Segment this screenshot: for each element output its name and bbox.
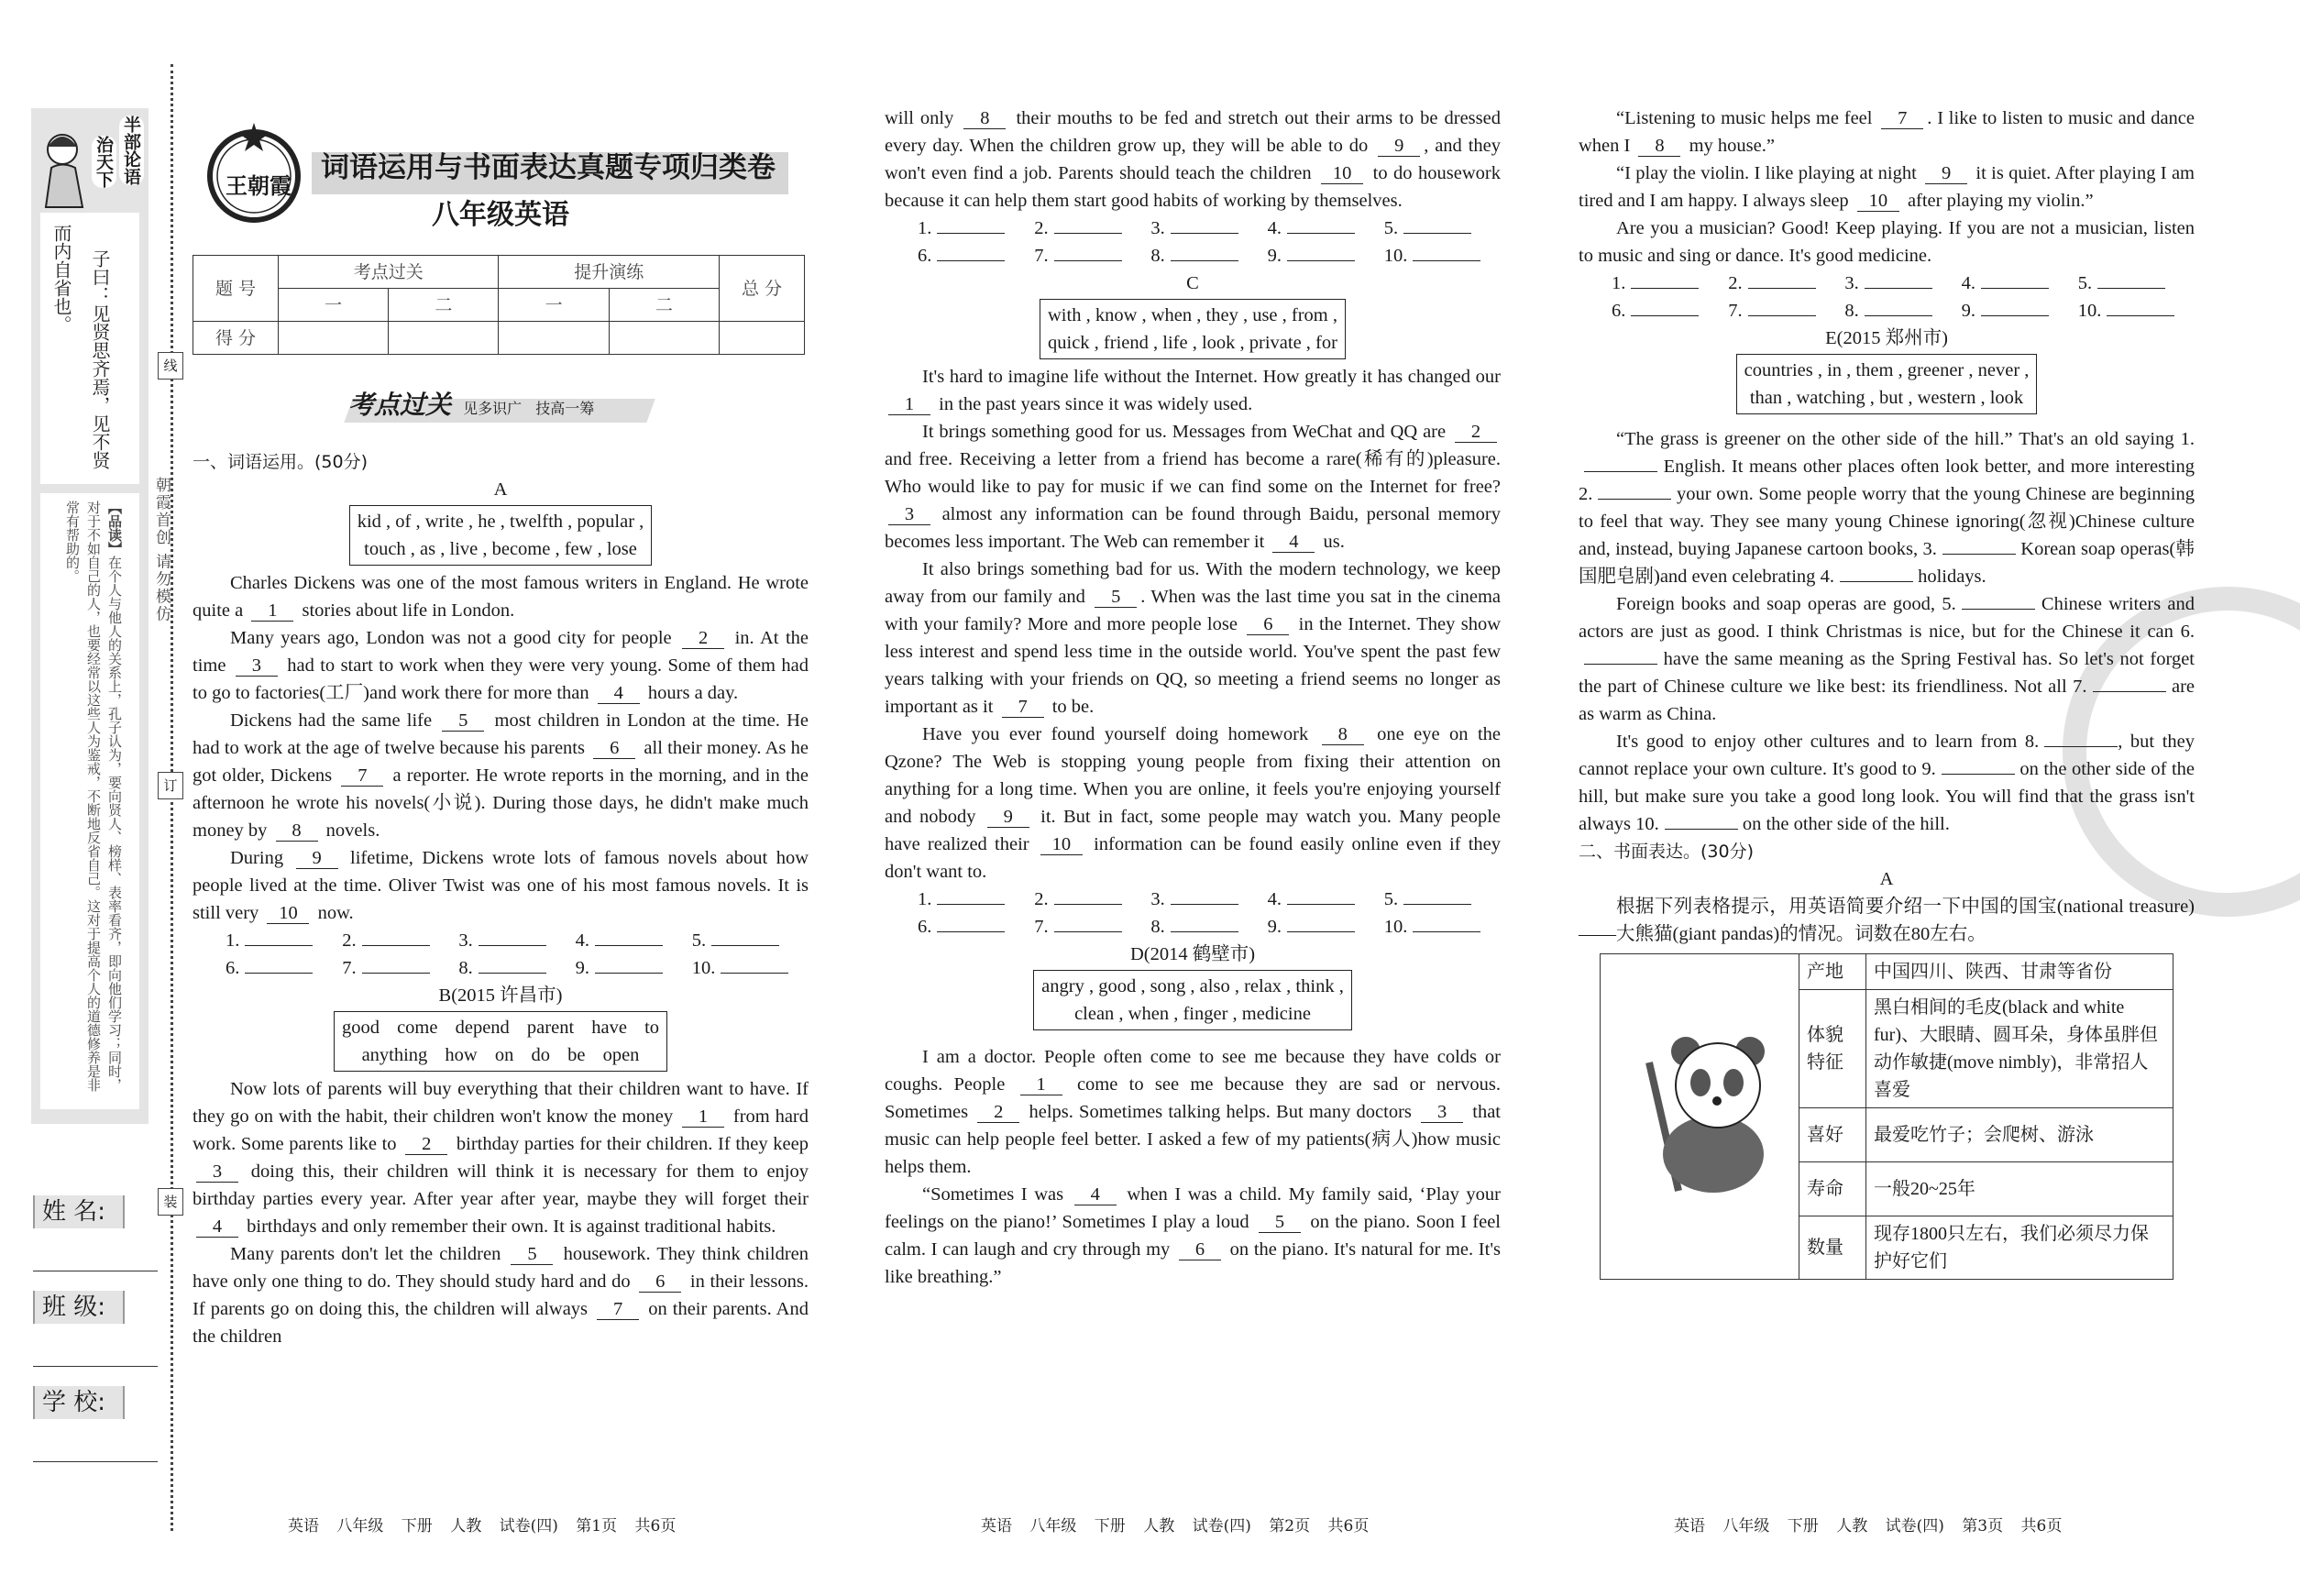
- word-bank-line: countries , in , them , greener , never ,: [1744, 360, 2030, 380]
- blank-8[interactable]: [2044, 746, 2118, 747]
- row-key: 产地: [1799, 954, 1866, 990]
- score-cell[interactable]: [279, 322, 389, 355]
- blank-1[interactable]: 1: [682, 1106, 724, 1128]
- score-sub: 一: [279, 289, 389, 322]
- answer-number: 10.: [1383, 917, 1408, 937]
- class-label: 班 级:: [33, 1291, 125, 1324]
- quote-box: [40, 213, 139, 484]
- blank-7[interactable]: 7: [597, 1299, 639, 1320]
- score-cell[interactable]: [720, 322, 805, 355]
- passage-paragraph: Are you a musician? Good! Keep playing. If you are not a musician, listen to music and sing or dance. It's good medicine.: [1579, 218, 2195, 266]
- passage-paragraph: During 9 lifetime, Dickens wrote lots of famous novels about how people lived at the time. Oliver Twist was one of his most famous novels. It is still very 10 now.: [193, 848, 809, 923]
- word-bank-line: quick , friend , life , look , private , for: [1048, 333, 1337, 353]
- answer-slot[interactable]: [1034, 886, 1150, 913]
- answer-line[interactable]: [1981, 288, 2049, 289]
- page-3: [1579, 105, 2195, 1280]
- answer-slot[interactable]: [342, 954, 458, 982]
- answer-slot[interactable]: [458, 954, 575, 982]
- answer-number: 5.: [1383, 889, 1399, 909]
- answer-number: 2.: [342, 930, 357, 951]
- score-cell[interactable]: [609, 322, 719, 355]
- blank-5[interactable]: 5: [1259, 1212, 1301, 1233]
- row-value: 现存1800只左右，我们必须尽力保护好它们: [1866, 1216, 2173, 1280]
- blank-9[interactable]: 9: [1378, 136, 1420, 157]
- answer-number: 9.: [575, 958, 589, 978]
- blank-5[interactable]: 5: [442, 710, 484, 732]
- passage-e: [1579, 425, 2195, 838]
- cut-mark: 线: [158, 352, 183, 380]
- answer-line[interactable]: [937, 931, 1005, 932]
- answer-number: 3.: [1844, 273, 1859, 293]
- answer-slot[interactable]: [1962, 270, 2078, 297]
- page-2: [885, 105, 1501, 1291]
- blank-6[interactable]: 6: [639, 1271, 681, 1293]
- pindu-label: 【品读】: [106, 501, 123, 556]
- answer-number: 6.: [918, 917, 932, 937]
- answer-line[interactable]: [937, 260, 1005, 261]
- answer-line[interactable]: [1403, 233, 1471, 234]
- score-sub: 二: [389, 289, 499, 322]
- score-sub: 一: [499, 289, 609, 322]
- row-value: 黑白相间的毛皮(black and white fur)、大眼睛、圆耳朵，身体虽胖但动作敏捷(move nimbly)，非常招人喜爱: [1866, 990, 2173, 1108]
- blank-9[interactable]: 9: [987, 807, 1029, 828]
- motto-line-1: 半部论语: [119, 116, 144, 185]
- blank-2[interactable]: 2: [405, 1134, 447, 1155]
- page-footer: 英语 八年级 下册 人教 试卷(四) 第1页 共6页: [288, 1517, 677, 1535]
- answer-line[interactable]: [1748, 315, 1816, 316]
- blank-3[interactable]: 3: [196, 1161, 238, 1183]
- answer-slot[interactable]: [1728, 297, 1844, 325]
- word-bank-line: clean , when , finger , medicine: [1074, 1004, 1311, 1024]
- answer-line[interactable]: [1054, 233, 1122, 234]
- answer-number: 1.: [918, 218, 932, 238]
- passage-paragraph: “Listening to music helps me feel 7 . I like to listen to music and dance when I 8 my house.”: [1579, 108, 2195, 156]
- answer-line[interactable]: [479, 973, 546, 974]
- answer-line[interactable]: [362, 945, 430, 946]
- row-key: 体貌特征: [1799, 990, 1866, 1108]
- name-label: 姓 名:: [33, 1195, 125, 1228]
- passage-c: [885, 363, 1501, 886]
- part-label: A: [493, 479, 508, 500]
- answer-slot[interactable]: [1384, 242, 1501, 270]
- blank-9[interactable]: 9: [1925, 163, 1967, 184]
- passage-paragraph: will only 8 their mouths to be fed and stretch out their arms to be dressed every day. When the children grow up, they will be able to do 9 , and they won't even find a job. Parents should teach the children 10 to do housework because it can help them start good habits of working by themselves.: [885, 108, 1501, 211]
- blank-8[interactable]: 8: [1322, 724, 1364, 745]
- passage-d-continued: [1579, 105, 2195, 270]
- blank-9[interactable]: [1942, 774, 2015, 775]
- panda-image-cell: [1601, 954, 1799, 1280]
- answer-line[interactable]: [1287, 931, 1355, 932]
- pindu-box: [40, 493, 139, 1109]
- section-heading: 一、词语运用。(50分): [193, 452, 369, 472]
- answer-slot[interactable]: [918, 242, 1034, 270]
- part-label: B(2015 许昌市): [438, 985, 563, 1006]
- blank-7[interactable]: [2093, 691, 2166, 692]
- answer-line[interactable]: [1981, 315, 2049, 316]
- word-bank: [1033, 970, 1352, 1030]
- word-bank-line: kid , of , write , he , twelfth , popular ,: [357, 512, 644, 532]
- answer-line[interactable]: [1413, 260, 1480, 261]
- answer-slot[interactable]: [1844, 297, 1961, 325]
- row-value: 一般20~25年: [1866, 1162, 2173, 1216]
- answer-line[interactable]: [595, 945, 663, 946]
- answer-number: 8.: [1844, 301, 1859, 321]
- school-label: 学 校:: [33, 1386, 125, 1419]
- blank-6[interactable]: 6: [1247, 614, 1289, 635]
- score-header-label: 题 号: [193, 256, 279, 322]
- answer-line[interactable]: [1631, 288, 1699, 289]
- answer-slot[interactable]: [1034, 242, 1150, 270]
- passage-paragraph: Foreign books and soap operas are good, 5. Chinese writers and actors are just as good. I think Christmas is nice, but for the Chinese it can 6. have the same meaning as the Spring Festival has. So let's not forget the part of Chinese culture we like best: its friendliness. Not all 7. are as warm as China.: [1579, 594, 2195, 724]
- passage-paragraph: It's hard to imagine life without the Internet. How greatly it has changed our 1 in the past years since it was widely used.: [885, 363, 1501, 418]
- answer-slot[interactable]: [1150, 886, 1267, 913]
- answer-slot[interactable]: [1034, 913, 1150, 941]
- answer-number: 8.: [1150, 917, 1165, 937]
- blank-8[interactable]: 8: [1638, 136, 1680, 157]
- answer-line[interactable]: [1631, 315, 1699, 316]
- answer-slot[interactable]: [918, 886, 1034, 913]
- score-cell[interactable]: [389, 322, 499, 355]
- answer-number: 1.: [918, 889, 932, 909]
- answer-line[interactable]: [245, 945, 313, 946]
- answer-slot[interactable]: [1384, 886, 1501, 913]
- row-value: 最爱吃竹子；会爬树、游泳: [1866, 1108, 2173, 1162]
- passage-paragraph: It also brings something bad for us. With the modern technology, we keep away from our family and 5 . When was the last time you sat in the cinema with your family? More and more people lose 6 in the Internet. They show less interest and spend less time in the outside world. You've spent the past few years talking with your friends on QQ, so meeting a friend seems no longer as important as it 7 to be.: [885, 559, 1501, 717]
- answer-lines[interactable]: [885, 886, 1501, 941]
- writing-instruction: 根据下列表格提示，用英语简要介绍一下中国的国宝(national treasure)——大熊猫(giant pandas)的情况。词数在80左右。: [1579, 897, 2195, 944]
- section-heading: 二、书面表达。(30分): [1579, 842, 1755, 862]
- passage-paragraph: Many years ago, London was not a good city for people 2 in. At the time 3 had to start to work when they were very young. Some of them had to go to factories(工厂)and work there for more than 4 hours a day.: [193, 628, 809, 703]
- logo-text: 王朝霞: [226, 172, 292, 199]
- answer-slot[interactable]: [1034, 215, 1150, 242]
- blank-10[interactable]: 10: [1040, 834, 1083, 855]
- passage-paragraph: “Sometimes I was 4 when I was a child. My family said, ‘Play your feelings on the piano!’ Sometimes I play a loud 5 on the piano. Soon I feel calm. I can laugh and cry through my 6 on the piano. It's natural for me. It's like breathing.”: [885, 1184, 1502, 1287]
- answer-number: 6.: [1612, 301, 1626, 321]
- answer-number: 7.: [1034, 246, 1049, 266]
- cut-mark: 订: [158, 772, 183, 799]
- answer-line[interactable]: [2107, 315, 2174, 316]
- answer-line[interactable]: [1403, 904, 1471, 905]
- row-value: 中国四川、陕西、甘肃等省份: [1866, 954, 2173, 990]
- row-key: 喜好: [1799, 1108, 1866, 1162]
- passage-b-continued: [885, 105, 1501, 215]
- banner-title: 考点过关: [348, 390, 452, 420]
- answer-number: 7.: [1034, 917, 1049, 937]
- answer-slot[interactable]: [226, 954, 342, 982]
- answer-number: 3.: [1150, 218, 1165, 238]
- answer-slot[interactable]: [1612, 270, 1728, 297]
- blank-4[interactable]: [1840, 581, 1913, 582]
- blank-2[interactable]: [1598, 499, 1671, 500]
- passage-paragraph: It brings something good for us. Messages from WeChat and QQ are 2 and free. Receiving a letter from a friend has become a rare(稀有的)pleasure. Who would like to pay for music if we can find some on the Internet for free? 3 almost any information can be found through Baidu, personal memory becomes less important. The Web can remember it 4 us.: [885, 422, 1501, 552]
- answer-slot[interactable]: [2078, 297, 2195, 325]
- blank-3[interactable]: 3: [1421, 1102, 1463, 1123]
- answer-number: 7.: [342, 958, 357, 978]
- score-group-2: 提升演练: [499, 256, 720, 289]
- answer-slot[interactable]: [1384, 913, 1501, 941]
- word-bank-line: with , know , when , they , use , from ,: [1048, 305, 1337, 325]
- word-bank: [349, 505, 653, 566]
- blank-7[interactable]: 7: [341, 765, 383, 787]
- answer-number: 1.: [226, 930, 240, 951]
- confucius-illustration-icon: [35, 127, 92, 209]
- blank-5[interactable]: 5: [511, 1244, 553, 1265]
- blank-10[interactable]: 10: [1321, 163, 1363, 184]
- answer-number: 5.: [691, 930, 707, 951]
- answer-line[interactable]: [1287, 260, 1355, 261]
- blank-10[interactable]: [1665, 829, 1738, 830]
- answer-number: 10.: [691, 958, 716, 978]
- part-label: E(2015 郑州市): [1825, 328, 1948, 348]
- part-label: D(2014 鹤壁市): [1129, 944, 1256, 964]
- answer-number: 4.: [1267, 218, 1282, 238]
- score-row-label: 得 分: [193, 322, 279, 355]
- blank-2[interactable]: 2: [1455, 422, 1497, 443]
- passage-b: [193, 1075, 809, 1350]
- passage-paragraph: Charles Dickens was one of the most famous writers in England. He wrote quite a 1 stories about life in London.: [193, 573, 809, 621]
- answer-line[interactable]: [1054, 904, 1122, 905]
- answer-number: 5.: [1383, 218, 1399, 238]
- blank-1[interactable]: [1584, 471, 1657, 472]
- answer-number: 9.: [1267, 917, 1282, 937]
- word-bank: [1736, 354, 2038, 414]
- cut-mark: 装: [158, 1188, 183, 1216]
- score-table: [193, 255, 805, 355]
- answer-line[interactable]: [1171, 931, 1238, 932]
- answer-number: 7.: [1728, 301, 1743, 321]
- sidebar-panel: [31, 108, 149, 1124]
- blank-8[interactable]: 8: [276, 820, 318, 842]
- answer-line[interactable]: [1287, 904, 1355, 905]
- answer-line[interactable]: [1171, 233, 1238, 234]
- blank-1[interactable]: 1: [251, 600, 293, 622]
- score-cell[interactable]: [499, 322, 609, 355]
- answer-slot[interactable]: [226, 927, 342, 954]
- word-bank-line: angry , good , song , also , relax , think ,: [1041, 976, 1344, 996]
- answer-slot[interactable]: [1268, 913, 1384, 941]
- quote-line-2: 而内自省也。: [50, 224, 72, 334]
- class-input-line[interactable]: [33, 1366, 158, 1367]
- blank-10[interactable]: 10: [1857, 191, 1899, 212]
- answer-line[interactable]: [721, 973, 788, 974]
- blank-10[interactable]: 10: [267, 903, 309, 924]
- passage-paragraph: Have you ever found yourself doing homework 8 one eye on the Qzone? The Web is stopping young people from fixing their attention on anything for a long time. When you are online, it feels you're enjoying yourself and nobody 9 it. But in fact, some people may watch you. Many people have realized their 10 information can be found easily online even if they don't want to.: [885, 724, 1502, 882]
- score-sub: 二: [609, 289, 719, 322]
- answer-slot[interactable]: [1150, 242, 1267, 270]
- answer-number: 6.: [226, 958, 240, 978]
- blank-6[interactable]: [1584, 664, 1657, 665]
- blank-9[interactable]: 9: [296, 848, 338, 869]
- answer-number: 4.: [575, 930, 589, 951]
- answer-slot[interactable]: [1150, 215, 1267, 242]
- answer-slot[interactable]: [1612, 297, 1728, 325]
- blank-3[interactable]: [1942, 554, 2016, 555]
- passage-d: [885, 1043, 1501, 1291]
- panda-info-table: [1600, 953, 2173, 1280]
- answer-line[interactable]: [2097, 288, 2165, 289]
- answer-slot[interactable]: [2078, 270, 2195, 297]
- page-1: [193, 119, 809, 1350]
- word-bank-line: anything how on do be open: [361, 1045, 640, 1065]
- blank-7[interactable]: 7: [1002, 697, 1044, 718]
- passage-paragraph: “I play the violin. I like playing at night 9 it is quiet. After playing I am tired and I am happy. I always sleep 10 after playing my violin.”: [1579, 163, 2195, 211]
- panda-illustration-icon: [1622, 1026, 1777, 1200]
- answer-slot[interactable]: [1962, 297, 2078, 325]
- answer-number: 9.: [1267, 246, 1282, 266]
- answer-number: 2.: [1034, 889, 1049, 909]
- answer-slot[interactable]: [918, 913, 1034, 941]
- section-banner: [348, 391, 809, 428]
- answer-slot[interactable]: [692, 927, 809, 954]
- answer-slot[interactable]: [1728, 270, 1844, 297]
- answer-number: 4.: [1267, 889, 1282, 909]
- answer-lines[interactable]: [1579, 270, 2195, 325]
- answer-line[interactable]: [1748, 288, 1816, 289]
- blank-4[interactable]: 4: [1272, 532, 1315, 553]
- blank-6[interactable]: 6: [1179, 1239, 1221, 1260]
- blank-7[interactable]: 7: [1881, 108, 1923, 129]
- score-total-label: 总 分: [720, 256, 805, 322]
- answer-slot[interactable]: [918, 215, 1034, 242]
- answer-slot[interactable]: [576, 954, 692, 982]
- answer-slot[interactable]: [1844, 270, 1961, 297]
- blank-4[interactable]: 4: [598, 683, 640, 704]
- word-bank: [1040, 299, 1346, 359]
- blank-8[interactable]: 8: [963, 108, 1006, 129]
- score-group-1: 考点过关: [279, 256, 499, 289]
- answer-slot[interactable]: [692, 954, 809, 982]
- part-label: C: [1186, 273, 1199, 293]
- school-input-line[interactable]: [33, 1461, 158, 1462]
- motto-line-2: 治天下: [92, 136, 116, 188]
- blank-4[interactable]: 4: [196, 1216, 238, 1238]
- answer-lines[interactable]: [885, 215, 1501, 270]
- document-title: 词语运用与书面表达真题专项归类卷: [321, 151, 776, 184]
- blank-3[interactable]: 3: [236, 655, 278, 677]
- passage-paragraph: Now lots of parents will buy everything that their children want to have. If they go on with the habit, their children won't know the money 1 from hard work. Some parents like to 2 birthday parties for their children. If they keep 3 doing this, their children will think it is necessary for them to enjoy birthday parties every year. After year after year, maybe they will forget their 4 birthdays and only remember their own. It is against traditional habits.: [193, 1079, 809, 1237]
- answer-number: 9.: [1961, 301, 1975, 321]
- answer-number: 8.: [458, 958, 473, 978]
- answer-line[interactable]: [937, 904, 1005, 905]
- passage-paragraph: I am a doctor. People often come to see me because they have colds or coughs. People 1 come to see me because they are sad or nervous. Sometimes 2 helps. Sometimes talking helps. But many doctors 3 that music can help people feel better. I asked a few of my patients(病人)how music helps them.: [885, 1047, 1502, 1177]
- answer-line[interactable]: [711, 945, 779, 946]
- answer-slot[interactable]: [1268, 242, 1384, 270]
- answer-line[interactable]: [1865, 315, 1932, 316]
- blank-3[interactable]: 3: [888, 504, 930, 525]
- answer-number: 10.: [2077, 301, 2102, 321]
- answer-number: 1.: [1612, 273, 1626, 293]
- answer-number: 10.: [1383, 246, 1408, 266]
- quote-line-1: 子曰：见贤思齐焉，见不贤: [89, 249, 111, 469]
- answer-number: 3.: [1150, 889, 1165, 909]
- page-footer: 英语 八年级 下册 人教 试卷(四) 第2页 共6页: [981, 1517, 1370, 1535]
- answer-lines[interactable]: [193, 927, 809, 982]
- blank-4[interactable]: 4: [1074, 1184, 1117, 1205]
- answer-number: 6.: [918, 246, 932, 266]
- answer-slot[interactable]: [1384, 215, 1501, 242]
- blank-2[interactable]: 2: [977, 1102, 1019, 1123]
- answer-number: 8.: [1150, 246, 1165, 266]
- word-bank-line: than , watching , but , western , look: [1749, 388, 2024, 408]
- answer-slot[interactable]: [1268, 886, 1384, 913]
- answer-line[interactable]: [937, 233, 1005, 234]
- blank-5[interactable]: [1962, 609, 2035, 610]
- word-bank-line: touch , as , live , become , few , lose: [364, 539, 637, 559]
- answer-number: 2.: [1034, 218, 1049, 238]
- answer-number: 4.: [1961, 273, 1975, 293]
- answer-slot[interactable]: [576, 927, 692, 954]
- answer-line[interactable]: [595, 973, 663, 974]
- answer-number: 2.: [1728, 273, 1743, 293]
- passage-a: [193, 569, 809, 927]
- answer-line[interactable]: [1054, 931, 1122, 932]
- answer-line[interactable]: [1287, 233, 1355, 234]
- passage-paragraph: It's good to enjoy other cultures and to learn from 8. , but they cannot replace your own culture. It's good to 9. on the other side of the hill, but make sure you take a good long look. You will find that the grass isn't always 10. on the other side of the hill.: [1579, 732, 2195, 834]
- passage-paragraph: Dickens had the same life 5 most children in London at the time. He had to work at the age of twelve because his parents 6 all their money. As he got older, Dickens 7 a reporter. He wrote reports in the morning, and in the afternoon he wrote his novels(小说). During those days, he didn't make much money by 8 novels.: [193, 710, 809, 841]
- row-key: 寿命: [1799, 1162, 1866, 1216]
- answer-slot[interactable]: [1268, 215, 1384, 242]
- blank-1[interactable]: 1: [1020, 1074, 1062, 1095]
- answer-line[interactable]: [479, 945, 546, 946]
- blank-5[interactable]: 5: [1095, 587, 1137, 608]
- answer-slot[interactable]: [342, 927, 458, 954]
- answer-line[interactable]: [1171, 904, 1238, 905]
- pindu-text: 在个人与他人的关系上，孔子认为，要向贤人、榜样、表率看齐，即向他们学习；同时，对于不如自己的人，也要经常以这些人为鉴戒，不断地反省自己。这对于提高个人的道德修养是非常有帮助的。: [64, 501, 123, 1092]
- page-footer: 英语 八年级 下册 人教 试卷(四) 第3页 共6页: [1674, 1517, 2063, 1535]
- answer-number: 5.: [2077, 273, 2093, 293]
- passage-paragraph: Many parents don't let the children 5 housework. They think children have only one thing to do. They should study hard and do 6 in their lessons. If parents go on doing this, the children will always 7 on their parents. And the children: [193, 1244, 809, 1347]
- answer-slot[interactable]: [458, 927, 575, 954]
- copyright-notice: 朝霞首创 请勿模仿: [152, 477, 171, 623]
- answer-slot[interactable]: [1150, 913, 1267, 941]
- answer-line[interactable]: [245, 973, 313, 974]
- part-label: A: [1879, 869, 1894, 889]
- answer-line[interactable]: [1865, 288, 1932, 289]
- header: [193, 119, 809, 248]
- word-bank: [334, 1011, 667, 1072]
- answer-number: 3.: [458, 930, 473, 951]
- word-bank-line: good come depend parent have to: [341, 1018, 660, 1038]
- document-subtitle: 八年级英语: [432, 199, 569, 231]
- answer-line[interactable]: [1054, 260, 1122, 261]
- blank-2[interactable]: 2: [682, 628, 724, 649]
- passage-paragraph: “The grass is greener on the other side of the hill.” That's an old saying 1. English. It means other places often look better, and more interesting 2. your own. Some people worry that the young Chinese are beginning to feel that way. They see many young Chinese ignoring(忽视)Chinese culture and, instead, buying Japanese cartoon books, 3. Korean soap operas(韩国肥皂剧)and even celebrating 4. holidays.: [1579, 429, 2195, 587]
- blank-6[interactable]: 6: [593, 738, 635, 759]
- answer-line[interactable]: [362, 973, 430, 974]
- row-key: 数量: [1799, 1216, 1866, 1280]
- blank-1[interactable]: 1: [888, 394, 930, 415]
- answer-line[interactable]: [1171, 260, 1238, 261]
- banner-slogan: 见多识广 技高一筹: [463, 400, 595, 417]
- answer-line[interactable]: [1413, 931, 1480, 932]
